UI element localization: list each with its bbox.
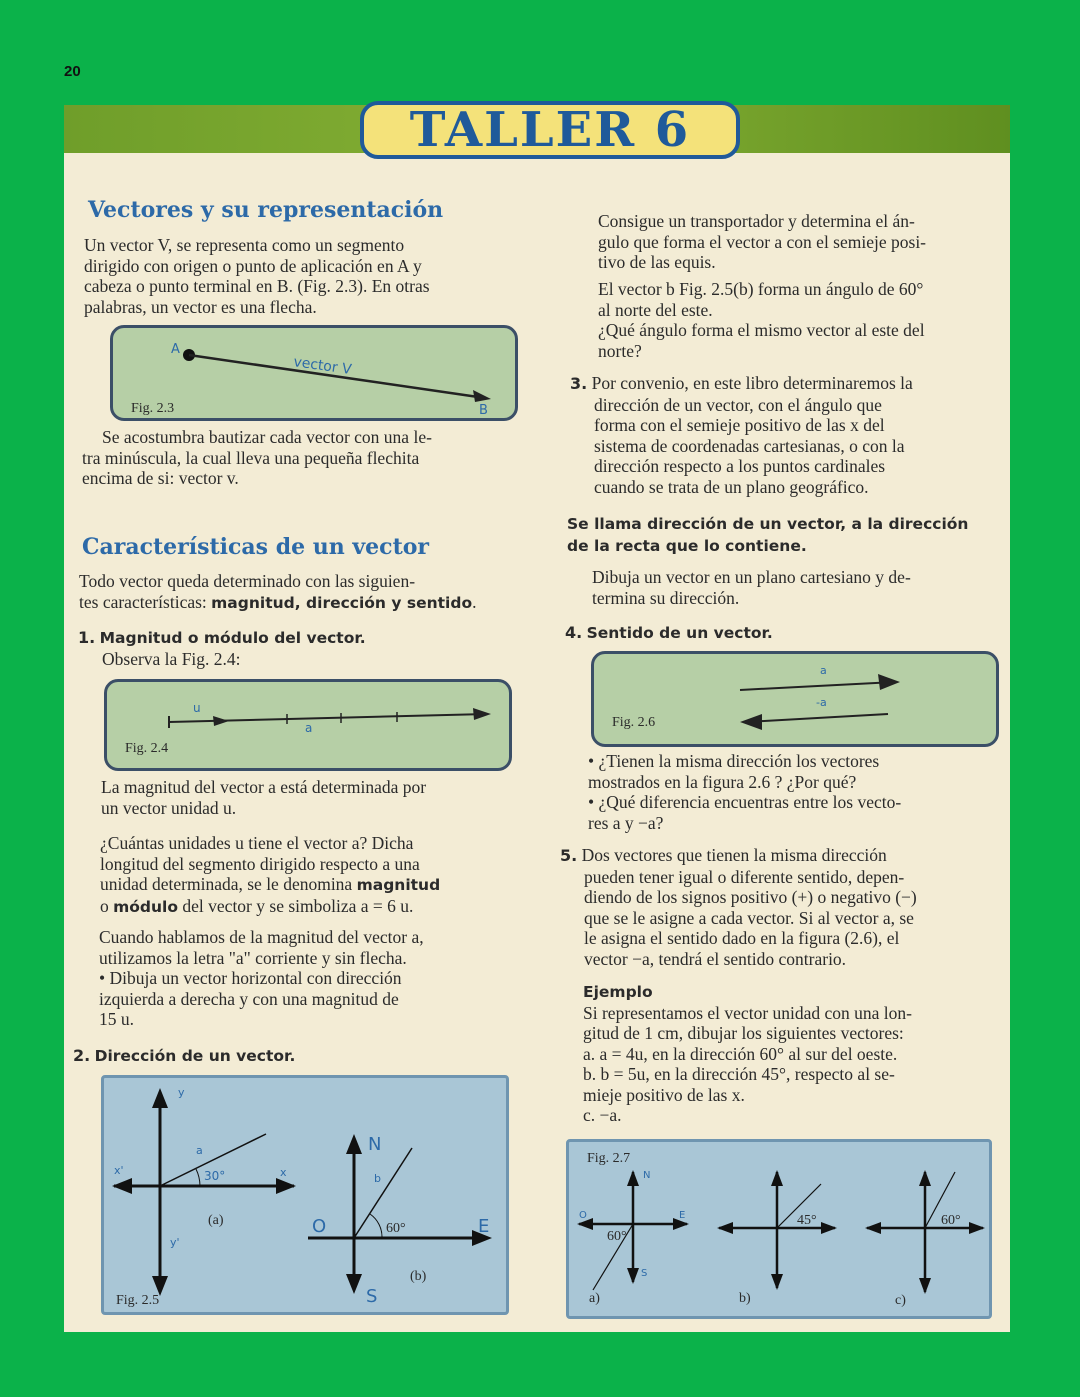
angle-arc <box>370 1214 382 1238</box>
banner-title: TALLER 6 <box>409 102 691 158</box>
y-label: y <box>178 1086 185 1099</box>
text-line: res a y −a? <box>588 812 664 833</box>
angle-label: 60° <box>941 1213 961 1228</box>
arrow-icon <box>771 1274 783 1290</box>
banner-title-box <box>360 101 740 159</box>
fig-label: Fig. 2.3 <box>131 401 175 416</box>
naming-paragraph <box>82 427 522 489</box>
text-line: gitud de 1 cm, dibujar los siguientes vectores: <box>583 1023 904 1043</box>
text-line: El vector b Fig. 2.5(b) forma un ángulo de 60° <box>598 279 924 299</box>
text-line: dirección de un vector, con el ángulo que <box>594 394 882 415</box>
bold-run: módulo <box>113 897 179 916</box>
figure-2-5 <box>101 1075 509 1315</box>
a-label: a <box>305 721 313 735</box>
vector-v-label: vector V <box>292 354 353 379</box>
text-line: forma con el semieje positivo de las x del <box>594 415 885 435</box>
sub-b-label: (b) <box>410 1269 427 1284</box>
angle-arc <box>196 1169 200 1186</box>
vector-minus-a-label: -a <box>816 696 827 709</box>
fig-label: Fig. 2.6 <box>612 715 656 730</box>
arrow-head-icon <box>473 390 491 402</box>
text-line: Un vector V, se representa como un segmento <box>84 235 405 255</box>
text-line: Todo vector queda determinado con las siguien- <box>79 571 416 591</box>
unit-arrow-icon <box>213 716 229 726</box>
text-line: mostrados en la figura 2.6 ? ¿Por qué? <box>588 771 857 792</box>
text-line: a. a = 4u, en la dirección 60° al sur del oeste. <box>583 1043 898 1064</box>
figure-2-6 <box>591 651 999 747</box>
section-title-vectores: Vectores y su representación <box>88 197 444 223</box>
text-line: pueden tener igual o diferente sentido, depen- <box>584 866 905 887</box>
text-run: o <box>100 895 114 916</box>
arrow-head-icon <box>740 714 762 730</box>
item-number: 2. <box>73 1046 91 1065</box>
text-line: encima de si: vector v. <box>82 468 239 488</box>
text-line <box>100 896 530 918</box>
angle-label: 60° <box>607 1229 627 1244</box>
angle-30-label: 30° <box>204 1169 226 1183</box>
vector-a-label: a <box>820 664 827 677</box>
item-number: 5. <box>560 846 578 865</box>
text-line: que se le asigne a cada vector. Si al vector a, se <box>584 907 914 928</box>
figure-2-5-drawing <box>104 1078 508 1314</box>
page-number: 20 <box>64 63 81 80</box>
text-run: Dos vectores que tienen la misma dirección <box>581 845 887 865</box>
text-line: vector −a, tendrá el sentido contrario. <box>584 948 847 969</box>
figure-2-3-drawing <box>113 328 515 418</box>
text-run: Por convenio, en este libro determinaremos la <box>591 373 913 393</box>
y-prime-label: y' <box>170 1236 180 1249</box>
arrow-icon <box>821 1222 837 1234</box>
item-5 <box>560 845 1008 969</box>
item-1 <box>78 627 528 669</box>
sub-a-label: (a) <box>208 1213 224 1228</box>
draw-paragraph <box>592 567 1008 608</box>
item-number: 4. <box>565 623 583 642</box>
vector-minus-a <box>746 714 888 722</box>
sub-a-label: a) <box>589 1291 600 1306</box>
arrow-head-icon <box>473 708 491 720</box>
x-prime-label: x' <box>114 1164 124 1177</box>
point-a-label: A <box>171 342 180 357</box>
text-line: • Dibuja un vector horizontal con dirección <box>99 968 402 988</box>
text-line: Si representamos el vector unidad con una lon- <box>583 1002 912 1023</box>
point-b-label: B <box>479 403 488 418</box>
letter-paragraph <box>99 927 529 1030</box>
text-line: diendo de los signos positivo (+) o negativo (−) <box>584 887 917 907</box>
figure-2-4-drawing <box>107 682 509 768</box>
y-arrow-icon <box>152 1088 168 1108</box>
questions <box>588 751 1008 833</box>
item-title: Magnitud o módulo del vector. <box>99 629 366 647</box>
angle-label: 45° <box>797 1213 817 1228</box>
text-line: dirección respecto a los puntos cardinales <box>594 456 886 476</box>
figure-2-7 <box>566 1139 992 1319</box>
text-line: longitud del segmento dirigido respecto a una <box>100 853 420 874</box>
bold-run: Se llama dirección de un vector, a la dirección <box>567 515 969 533</box>
text-line: 15 u. <box>99 1009 134 1029</box>
text-run: del vector y se simboliza a = 6 u. <box>178 895 414 916</box>
west-label: O <box>312 1216 327 1237</box>
item-title: Dirección de un vector. <box>94 1047 296 1065</box>
x-prime-arrow-icon <box>112 1178 132 1194</box>
magnitude-paragraph <box>101 777 531 818</box>
text-line: b. b = 5u, en la dirección 45°, respecto al se- <box>583 1064 895 1084</box>
x-label: x <box>280 1166 287 1179</box>
item-3 <box>570 373 1010 497</box>
text-line: dirigido con origen o punto de aplicación en A y <box>84 255 422 276</box>
west-label: O <box>579 1210 587 1221</box>
text-line: Dibuja un vector en un plano cartesiano y de- <box>592 567 911 587</box>
text-line: izquierda a derecha y con una magnitud de <box>99 988 399 1009</box>
arrow-head-icon <box>878 674 900 690</box>
text-run: unidad determinada, se le denomina <box>100 874 357 894</box>
vector-a <box>740 682 894 690</box>
figure-2-6-drawing <box>594 654 996 744</box>
units-paragraph <box>100 833 530 917</box>
text-line: c. −a. <box>583 1105 622 1125</box>
sub-c-label: c) <box>895 1293 906 1308</box>
text-line: ¿Cuántas unidades u tiene el vector a? Dicha <box>100 833 414 853</box>
text-line: • ¿Qué diferencia encuentras entre los vecto- <box>588 792 902 812</box>
north-arrow-icon <box>346 1134 362 1154</box>
east-label: E <box>679 1210 686 1221</box>
arrow-icon <box>717 1222 733 1234</box>
item-title: Sentido de un vector. <box>586 624 773 642</box>
fig-label: Fig. 2.7 <box>587 1151 631 1166</box>
figure-2-3 <box>110 325 518 421</box>
text-line <box>79 592 529 614</box>
text-line: palabras, un vector es una flecha. <box>84 296 317 317</box>
definition <box>567 513 1007 556</box>
example-title: Ejemplo <box>583 983 653 1001</box>
text-line: cabeza o punto terminal en B. (Fig. 2.3). En otras <box>84 276 430 296</box>
text-line: gulo que forma el vector a con el semieje posi- <box>598 231 927 252</box>
text-run: . <box>472 591 477 612</box>
item-number: 3. <box>570 374 588 393</box>
text-line: • ¿Tienen la misma dirección los vectores <box>588 751 880 771</box>
item-number: 1. <box>78 628 96 647</box>
banner <box>64 102 1010 158</box>
vector-a-label: a <box>196 1144 203 1157</box>
characteristics-intro <box>79 571 529 613</box>
arrow-icon <box>627 1170 639 1186</box>
south-label: S <box>641 1268 648 1279</box>
bold-run: de la recta que lo contiene. <box>567 536 807 555</box>
arrow-icon <box>919 1170 931 1186</box>
bold-run: magnitud, dirección y sentido <box>211 593 473 612</box>
text-line: utilizamos la letra "a" corriente y sin flecha. <box>99 947 407 968</box>
arrow-icon <box>969 1222 985 1234</box>
angle-paragraph <box>598 279 1008 361</box>
text-line: un vector unidad u. <box>101 797 237 818</box>
text-line: Cuando hablamos de la magnitud del vector a, <box>99 927 424 947</box>
example <box>583 981 1009 1126</box>
section-title-caracteristicas: Características de un vector <box>82 534 430 560</box>
intro-paragraph <box>84 235 524 317</box>
text-line: La magnitud del vector a está determinada por <box>101 777 427 797</box>
arrow-icon <box>771 1170 783 1186</box>
item-4 <box>565 622 1005 644</box>
fig-label: Fig. 2.5 <box>116 1293 160 1308</box>
text-run: tes características: <box>79 591 212 612</box>
text-line: termina su dirección. <box>592 587 740 608</box>
arrow-icon <box>865 1222 881 1234</box>
text-line: sistema de coordenadas cartesianas, o con la <box>594 435 905 456</box>
x-arrow-icon <box>276 1178 296 1194</box>
text-line: al norte del este. <box>598 299 713 320</box>
arrow-icon <box>627 1268 639 1284</box>
north-label: N <box>643 1170 651 1181</box>
east-label: E <box>478 1216 490 1237</box>
north-label: N <box>368 1134 382 1155</box>
text-line <box>100 874 530 896</box>
text-line: mieje positivo de las x. <box>583 1084 745 1105</box>
text-line: le asigna el sentido dado en la figura (2.6), el <box>584 928 900 948</box>
text-line: Se acostumbra bautizar cada vector con una le- <box>102 427 432 447</box>
figure-2-7-drawing <box>569 1142 991 1318</box>
u-label: u <box>193 701 201 715</box>
south-arrow-icon <box>346 1274 362 1294</box>
south-label: S <box>366 1286 378 1307</box>
worksheet-page <box>64 102 1010 1332</box>
text-line: Observa la Fig. 2.4: <box>102 648 241 669</box>
text-line: cuando se trata de un plano geográfico. <box>594 476 869 497</box>
bold-run: magnitud <box>356 876 441 894</box>
item-2 <box>73 1045 513 1067</box>
text-line: tivo de las equis. <box>598 252 716 272</box>
arrow-icon <box>919 1278 931 1294</box>
text-line: tra minúscula, la cual lleva una pequeña flechita <box>82 447 420 468</box>
vector-b-label: b <box>374 1172 381 1185</box>
protractor-paragraph <box>598 211 1008 273</box>
angle-60-label: 60° <box>386 1221 406 1236</box>
text-line: ¿Qué ángulo forma el mismo vector al este del <box>598 320 925 340</box>
text-line: Consigue un transportador y determina el án- <box>598 211 915 231</box>
fig-label: Fig. 2.4 <box>125 741 169 756</box>
sub-b-label: b) <box>739 1291 751 1306</box>
text-line: norte? <box>598 340 642 361</box>
figure-2-4 <box>104 679 512 771</box>
